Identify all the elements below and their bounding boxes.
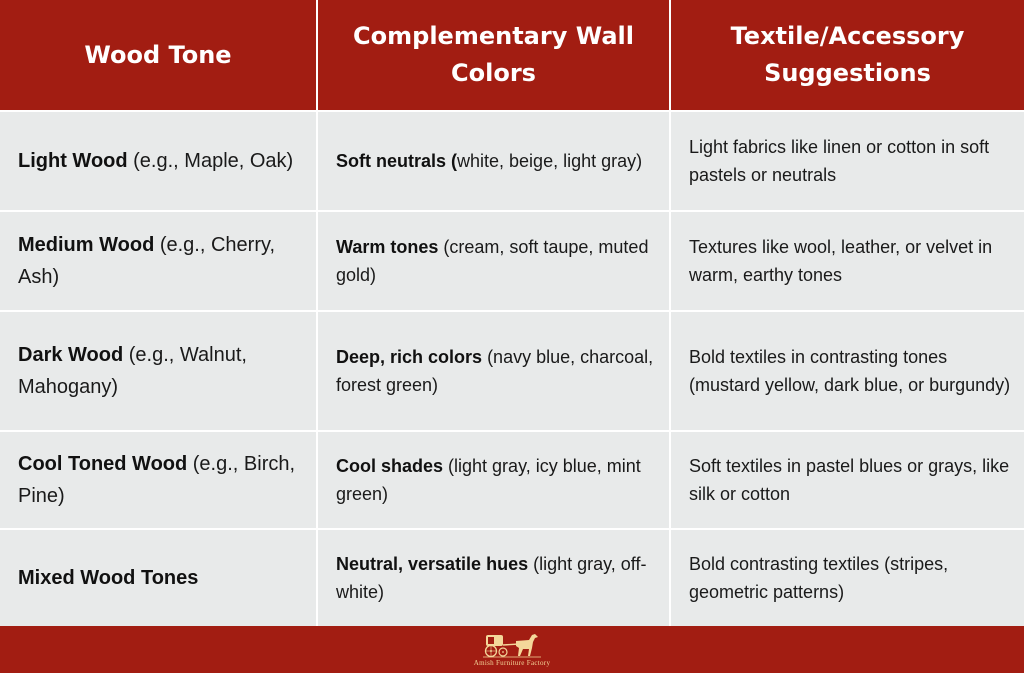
wall-color-name: Neutral, versatile hues <box>336 554 529 574</box>
table-row <box>0 111 1024 211</box>
textile-cell: Soft textiles in pastel blues or grays, like silk or cotton <box>670 431 1024 529</box>
header-textile-suggestions: Textile/Accessory Suggestions <box>670 0 1024 111</box>
table-row <box>0 311 1024 431</box>
table-row <box>0 211 1024 311</box>
header-wall-colors: Complementary Wall Colors <box>317 0 670 111</box>
wood-tone-name: Cool Toned Wood <box>18 453 188 475</box>
wood-tone-examples: (e.g., Birch, Pine) <box>18 453 296 507</box>
footer-bar <box>0 626 1024 673</box>
wood-tone-examples: (e.g., Cherry, Ash) <box>18 234 276 288</box>
brand-logo[interactable] <box>472 632 552 670</box>
wall-color-name: Deep, rich colors <box>336 347 483 367</box>
logo-wordmark: Amish Furniture Factory <box>473 659 551 667</box>
wood-tone-cell <box>0 529 317 626</box>
textile-cell: Textures like wool, leather, or velvet in warm, earthy tones <box>670 211 1024 311</box>
wood-tone-examples: (e.g., Maple, Oak) <box>127 150 294 172</box>
wall-color-examples: (light gray, icy blue, mint green) <box>336 456 641 504</box>
wall-color-name: Soft neutrals ( <box>336 151 458 171</box>
wood-tone-name: Light Wood <box>18 150 128 172</box>
table-row <box>0 529 1024 626</box>
textile-cell: Bold textiles in contrasting tones (mustard yellow, dark blue, or burgundy) <box>670 311 1024 431</box>
wood-tone-cell <box>0 311 317 431</box>
wall-color-name: Cool shades <box>336 456 444 476</box>
wood-tone-cell <box>0 431 317 529</box>
wall-color-examples: (navy blue, charcoal, forest green) <box>336 347 654 395</box>
header-wood-tone: Wood Tone <box>0 0 317 111</box>
horse-and-buggy-icon <box>483 632 541 658</box>
wood-tone-name: Dark Wood <box>18 344 124 366</box>
wood-tone-name: Medium Wood <box>18 234 155 256</box>
wall-color-cell <box>317 211 670 311</box>
wood-tone-cell <box>0 211 317 311</box>
wall-color-examples: (cream, soft taupe, muted gold) <box>336 237 649 285</box>
wall-color-name: Warm tones <box>336 237 439 257</box>
wood-tone-cell <box>0 111 317 211</box>
textile-cell: Light fabrics like linen or cotton in soft pastels or neutrals <box>670 111 1024 211</box>
wood-tone-name: Mixed Wood Tones <box>18 567 199 589</box>
wood-tone-examples: (e.g., Walnut, Mahogany) <box>18 344 247 398</box>
wall-color-cell <box>317 529 670 626</box>
wall-color-cell <box>317 311 670 431</box>
table-row <box>0 431 1024 529</box>
wall-color-examples: white, beige, light gray) <box>457 151 643 171</box>
wall-color-cell <box>317 431 670 529</box>
table-header-row <box>0 0 1024 111</box>
textile-cell: Bold contrasting textiles (stripes, geometric patterns) <box>670 529 1024 626</box>
wall-color-cell <box>317 111 670 211</box>
wall-color-examples: (light gray, off-white) <box>336 554 647 602</box>
